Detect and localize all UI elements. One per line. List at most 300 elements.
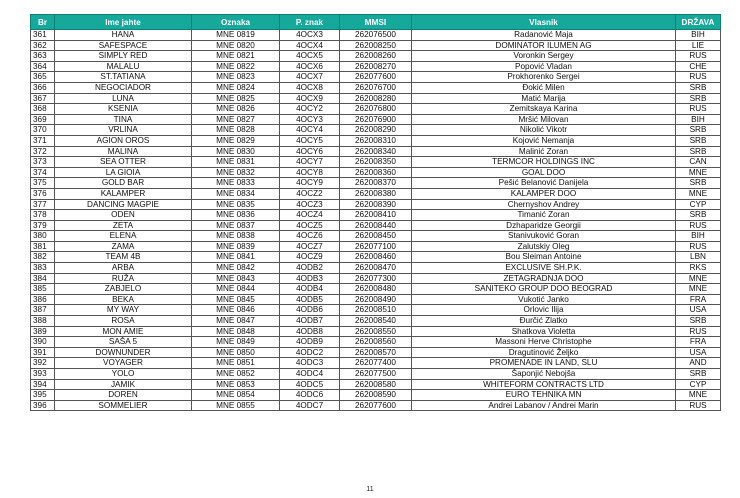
cell-br: 381 (31, 241, 55, 252)
cell-vlasnik: Mršić Milovan (412, 114, 676, 125)
cell-p-znak: 4ODB3 (280, 273, 340, 284)
cell-oznaka: MNE 0828 (192, 125, 280, 136)
cell-p-znak: 4OCY6 (280, 146, 340, 157)
table-row (31, 199, 721, 210)
cell-ime-jahte: VRLINA (55, 125, 192, 136)
cell-ime-jahte: DOREN (55, 390, 192, 401)
cell-oznaka: MNE 0847 (192, 316, 280, 327)
cell-vlasnik: Zemitskaya Karina (412, 104, 676, 115)
cell-br: 371 (31, 135, 55, 146)
column-header-p-znak: P. znak (280, 15, 340, 30)
cell-oznaka: MNE 0844 (192, 284, 280, 295)
cell-br: 383 (31, 263, 55, 274)
cell-drzava: SRB (676, 82, 721, 93)
cell-drzava: SRB (676, 146, 721, 157)
cell-mmsi: 262076500 (340, 30, 412, 41)
cell-br: 368 (31, 104, 55, 115)
cell-oznaka: MNE 0826 (192, 104, 280, 115)
cell-ime-jahte: ZAMA (55, 241, 192, 252)
table-row (31, 72, 721, 83)
cell-mmsi: 262076700 (340, 82, 412, 93)
cell-mmsi: 262077100 (340, 241, 412, 252)
cell-mmsi: 262008570 (340, 347, 412, 358)
table-row (31, 210, 721, 221)
cell-p-znak: 4OCY9 (280, 178, 340, 189)
cell-br: 386 (31, 294, 55, 305)
cell-p-znak: 4ODC2 (280, 347, 340, 358)
cell-p-znak: 4OCX9 (280, 93, 340, 104)
cell-ime-jahte: MY WAY (55, 305, 192, 316)
table-row (31, 284, 721, 295)
table-row (31, 326, 721, 337)
table-row (31, 231, 721, 242)
cell-drzava: CHE (676, 61, 721, 72)
cell-br: 379 (31, 220, 55, 231)
cell-ime-jahte: MON AMIE (55, 326, 192, 337)
table-row (31, 146, 721, 157)
cell-drzava: SRB (676, 178, 721, 189)
cell-mmsi: 262077400 (340, 358, 412, 369)
cell-vlasnik: Đurčić Zlatko (412, 316, 676, 327)
cell-drzava: RUS (676, 51, 721, 62)
cell-vlasnik: PROMENADE IN LAND, SLU (412, 358, 676, 369)
table-row (31, 82, 721, 93)
cell-ime-jahte: BEKA (55, 294, 192, 305)
cell-ime-jahte: ZABJELO (55, 284, 192, 295)
cell-br: 378 (31, 210, 55, 221)
page-number: 11 (366, 486, 374, 493)
cell-p-znak: 4ODB4 (280, 284, 340, 295)
table-row (31, 316, 721, 327)
column-header-oznaka: Oznaka (192, 15, 280, 30)
table-row (31, 135, 721, 146)
cell-br: 384 (31, 273, 55, 284)
cell-mmsi: 262008310 (340, 135, 412, 146)
cell-drzava: BIH (676, 114, 721, 125)
cell-oznaka: MNE 0838 (192, 231, 280, 242)
cell-drzava: CYP (676, 379, 721, 390)
table-row (31, 241, 721, 252)
cell-p-znak: 4ODC4 (280, 369, 340, 380)
cell-mmsi: 262008460 (340, 252, 412, 263)
cell-vlasnik: Matić Marija (412, 93, 676, 104)
cell-drzava: MNE (676, 284, 721, 295)
cell-oznaka: MNE 0839 (192, 241, 280, 252)
cell-mmsi: 262008250 (340, 40, 412, 51)
cell-ime-jahte: VOYAGER (55, 358, 192, 369)
cell-mmsi: 262077600 (340, 72, 412, 83)
column-header-ime-jahte: Ime jahte (55, 15, 192, 30)
cell-br: 390 (31, 337, 55, 348)
cell-vlasnik: Bou Sleiman Antoine (412, 252, 676, 263)
table-row (31, 390, 721, 401)
cell-vlasnik: Pešić Belanović Danijela (412, 178, 676, 189)
cell-mmsi: 262008440 (340, 220, 412, 231)
cell-oznaka: MNE 0854 (192, 390, 280, 401)
cell-drzava: SRB (676, 135, 721, 146)
cell-br: 364 (31, 61, 55, 72)
cell-p-znak: 4OCX7 (280, 72, 340, 83)
cell-vlasnik: Stanivuković Goran (412, 231, 676, 242)
cell-mmsi: 262008510 (340, 305, 412, 316)
cell-drzava: SRB (676, 125, 721, 136)
table-row (31, 305, 721, 316)
cell-p-znak: 4OCX3 (280, 30, 340, 41)
cell-mmsi: 262008580 (340, 379, 412, 390)
cell-mmsi: 262008350 (340, 157, 412, 168)
cell-oznaka: MNE 0855 (192, 400, 280, 411)
cell-br: 367 (31, 93, 55, 104)
cell-oznaka: MNE 0822 (192, 61, 280, 72)
table-row (31, 61, 721, 72)
cell-mmsi: 262008380 (340, 188, 412, 199)
cell-drzava: SRB (676, 369, 721, 380)
cell-ime-jahte: JAMIK (55, 379, 192, 390)
cell-vlasnik: Đokić Milen (412, 82, 676, 93)
cell-drzava: RKS (676, 263, 721, 274)
cell-mmsi: 262008340 (340, 146, 412, 157)
cell-oznaka: MNE 0821 (192, 51, 280, 62)
cell-br: 387 (31, 305, 55, 316)
cell-p-znak: 4OCZ9 (280, 252, 340, 263)
cell-drzava: RUS (676, 72, 721, 83)
cell-p-znak: 4ODC7 (280, 400, 340, 411)
cell-oznaka: MNE 0853 (192, 379, 280, 390)
cell-ime-jahte: SEA OTTER (55, 157, 192, 168)
cell-p-znak: 4OCY3 (280, 114, 340, 125)
column-header-drzava: DRŽAVA (676, 15, 721, 30)
cell-br: 372 (31, 146, 55, 157)
table-row (31, 400, 721, 411)
cell-p-znak: 4ODB5 (280, 294, 340, 305)
cell-oznaka: MNE 0823 (192, 72, 280, 83)
table-row (31, 369, 721, 380)
cell-br: 373 (31, 157, 55, 168)
cell-vlasnik: Popović Vladan (412, 61, 676, 72)
cell-vlasnik: EXCLUSIVE SH.P.K. (412, 263, 676, 274)
cell-oznaka: MNE 0830 (192, 146, 280, 157)
cell-br: 393 (31, 369, 55, 380)
cell-p-znak: 4OCX5 (280, 51, 340, 62)
cell-ime-jahte: ARBA (55, 263, 192, 274)
cell-p-znak: 4ODB2 (280, 263, 340, 274)
cell-oznaka: MNE 0845 (192, 294, 280, 305)
table-row (31, 157, 721, 168)
cell-mmsi: 262008560 (340, 337, 412, 348)
cell-vlasnik: Šaponjić Nebojša (412, 369, 676, 380)
cell-oznaka: MNE 0842 (192, 263, 280, 274)
table-row (31, 114, 721, 125)
cell-drzava: MNE (676, 167, 721, 178)
cell-vlasnik: Orlovic Ilija (412, 305, 676, 316)
cell-mmsi: 262008480 (340, 284, 412, 295)
cell-vlasnik: Radanović Maja (412, 30, 676, 41)
cell-drzava: CYP (676, 199, 721, 210)
cell-drzava: RUS (676, 104, 721, 115)
cell-p-znak: 4OCZ4 (280, 210, 340, 221)
cell-drzava: FRA (676, 337, 721, 348)
cell-vlasnik: Dragutinović Željko (412, 347, 676, 358)
table-row (31, 93, 721, 104)
cell-br: 389 (31, 326, 55, 337)
cell-p-znak: 4ODB9 (280, 337, 340, 348)
cell-br: 380 (31, 231, 55, 242)
table-row (31, 125, 721, 136)
cell-ime-jahte: NEGOCIADOR (55, 82, 192, 93)
cell-oznaka: MNE 0835 (192, 199, 280, 210)
column-header-br: Br (31, 15, 55, 30)
cell-ime-jahte: MALALU (55, 61, 192, 72)
cell-vlasnik: TERMCOR HOLDINGS INC (412, 157, 676, 168)
cell-mmsi: 262008470 (340, 263, 412, 274)
cell-drzava: LIE (676, 40, 721, 51)
cell-oznaka: MNE 0833 (192, 178, 280, 189)
table-row (31, 252, 721, 263)
cell-oznaka: MNE 0831 (192, 157, 280, 168)
cell-ime-jahte: ROSA (55, 316, 192, 327)
cell-vlasnik: Chernyshov Andrey (412, 199, 676, 210)
cell-ime-jahte: YOLO (55, 369, 192, 380)
table-row (31, 188, 721, 199)
cell-br: 366 (31, 82, 55, 93)
cell-vlasnik: EURO TEHNIKA MN (412, 390, 676, 401)
table-row (31, 294, 721, 305)
cell-ime-jahte: GOLD BAR (55, 178, 192, 189)
cell-oznaka: MNE 0851 (192, 358, 280, 369)
cell-ime-jahte: ZETA (55, 220, 192, 231)
cell-br: 375 (31, 178, 55, 189)
cell-ime-jahte: AGION OROS (55, 135, 192, 146)
cell-vlasnik: ZETAGRADNJA DOO (412, 273, 676, 284)
cell-oznaka: MNE 0827 (192, 114, 280, 125)
registry-sheet (30, 14, 720, 411)
cell-vlasnik: Zalutskiy Oleg (412, 241, 676, 252)
cell-ime-jahte: DANCING MAGPIE (55, 199, 192, 210)
cell-ime-jahte: ODEN (55, 210, 192, 221)
cell-mmsi: 262008450 (340, 231, 412, 242)
cell-drzava: MNE (676, 273, 721, 284)
table-row (31, 104, 721, 115)
cell-ime-jahte: DOWNUNDER (55, 347, 192, 358)
table-row (31, 263, 721, 274)
cell-drzava: USA (676, 305, 721, 316)
cell-oznaka: MNE 0848 (192, 326, 280, 337)
cell-mmsi: 262008260 (340, 51, 412, 62)
cell-br: 361 (31, 30, 55, 41)
cell-br: 374 (31, 167, 55, 178)
cell-ime-jahte: MALINA (55, 146, 192, 157)
cell-drzava: BIH (676, 30, 721, 41)
cell-drzava: FRA (676, 294, 721, 305)
cell-ime-jahte: TEAM 4B (55, 252, 192, 263)
cell-mmsi: 262008370 (340, 178, 412, 189)
cell-p-znak: 4ODC6 (280, 390, 340, 401)
cell-mmsi: 262077500 (340, 369, 412, 380)
cell-ime-jahte: ELENA (55, 231, 192, 242)
cell-ime-jahte: LUNA (55, 93, 192, 104)
cell-vlasnik: Massoni Herve Christophe (412, 337, 676, 348)
cell-vlasnik: Kojović Nemanja (412, 135, 676, 146)
cell-ime-jahte: SAFESPACE (55, 40, 192, 51)
cell-p-znak: 4OCY7 (280, 157, 340, 168)
cell-mmsi: 262008550 (340, 326, 412, 337)
table-body (31, 30, 721, 411)
cell-ime-jahte: ST.TATIANA (55, 72, 192, 83)
cell-vlasnik: Vukotić Janko (412, 294, 676, 305)
cell-vlasnik: KALAMPER DOO (412, 188, 676, 199)
cell-p-znak: 4OCX6 (280, 61, 340, 72)
cell-oznaka: MNE 0843 (192, 273, 280, 284)
cell-p-znak: 4OCX8 (280, 82, 340, 93)
cell-oznaka: MNE 0852 (192, 369, 280, 380)
cell-oznaka: MNE 0849 (192, 337, 280, 348)
cell-drzava: AND (676, 358, 721, 369)
cell-br: 396 (31, 400, 55, 411)
cell-oznaka: MNE 0850 (192, 347, 280, 358)
cell-oznaka: MNE 0820 (192, 40, 280, 51)
cell-br: 377 (31, 199, 55, 210)
cell-p-znak: 4ODB8 (280, 326, 340, 337)
cell-drzava: SRB (676, 93, 721, 104)
cell-vlasnik: Andrei Labanov / Andrei Marin (412, 400, 676, 411)
cell-oznaka: MNE 0832 (192, 167, 280, 178)
cell-p-znak: 4ODB7 (280, 316, 340, 327)
cell-oznaka: MNE 0841 (192, 252, 280, 263)
yacht-registry-table (30, 14, 721, 411)
cell-br: 363 (31, 51, 55, 62)
cell-vlasnik: DOMINATOR ILUMEN AG (412, 40, 676, 51)
cell-vlasnik: Shatkova Violetta (412, 326, 676, 337)
cell-vlasnik: WHITEFORM CONTRACTS LTD (412, 379, 676, 390)
cell-ime-jahte: SAŠA 5 (55, 337, 192, 348)
cell-drzava: RUS (676, 241, 721, 252)
cell-mmsi: 262008290 (340, 125, 412, 136)
cell-vlasnik: Malinić Zoran (412, 146, 676, 157)
cell-vlasnik: SANITEKO GROUP DOO BEOGRAD (412, 284, 676, 295)
cell-mmsi: 262008590 (340, 390, 412, 401)
cell-ime-jahte: HANA (55, 30, 192, 41)
cell-p-znak: 4ODC5 (280, 379, 340, 390)
table-row (31, 178, 721, 189)
cell-ime-jahte: LA GIOIA (55, 167, 192, 178)
cell-br: 376 (31, 188, 55, 199)
cell-drzava: LBN (676, 252, 721, 263)
cell-mmsi: 262008410 (340, 210, 412, 221)
cell-p-znak: 4ODB6 (280, 305, 340, 316)
cell-drzava: RUS (676, 400, 721, 411)
cell-ime-jahte: KALAMPER (55, 188, 192, 199)
cell-p-znak: 4OCY5 (280, 135, 340, 146)
cell-br: 391 (31, 347, 55, 358)
cell-br: 394 (31, 379, 55, 390)
cell-mmsi: 262008490 (340, 294, 412, 305)
cell-vlasnik: Timanić Zoran (412, 210, 676, 221)
cell-br: 370 (31, 125, 55, 136)
cell-vlasnik: Voronkin Sergey (412, 51, 676, 62)
cell-p-znak: 4ODC3 (280, 358, 340, 369)
table-row (31, 30, 721, 41)
cell-br: 395 (31, 390, 55, 401)
table-row (31, 40, 721, 51)
cell-p-znak: 4OCZ5 (280, 220, 340, 231)
cell-br: 388 (31, 316, 55, 327)
cell-drzava: MNE (676, 188, 721, 199)
cell-mmsi: 262008390 (340, 199, 412, 210)
cell-mmsi: 262076800 (340, 104, 412, 115)
cell-drzava: RUS (676, 220, 721, 231)
cell-br: 369 (31, 114, 55, 125)
cell-drzava: BIH (676, 231, 721, 242)
cell-oznaka: MNE 0819 (192, 30, 280, 41)
cell-vlasnik: Prokhorenko Sergei (412, 72, 676, 83)
cell-ime-jahte: SOMMELIER (55, 400, 192, 411)
cell-oznaka: MNE 0836 (192, 210, 280, 221)
table-row (31, 337, 721, 348)
table-row (31, 379, 721, 390)
cell-mmsi: 262077300 (340, 273, 412, 284)
table-row (31, 167, 721, 178)
column-header-vlasnik: Vlasnik (412, 15, 676, 30)
cell-oznaka: MNE 0825 (192, 93, 280, 104)
cell-p-znak: 4OCX4 (280, 40, 340, 51)
table-header-row (31, 15, 721, 30)
cell-ime-jahte: RUŽA (55, 273, 192, 284)
table-row (31, 51, 721, 62)
cell-br: 392 (31, 358, 55, 369)
cell-br: 365 (31, 72, 55, 83)
cell-vlasnik: Dzhaparidze Georgii (412, 220, 676, 231)
cell-mmsi: 262008280 (340, 93, 412, 104)
cell-p-znak: 4OCZ2 (280, 188, 340, 199)
cell-ime-jahte: KSENIA (55, 104, 192, 115)
cell-p-znak: 4OCZ7 (280, 241, 340, 252)
cell-p-znak: 4OCY4 (280, 125, 340, 136)
cell-mmsi: 262008360 (340, 167, 412, 178)
cell-vlasnik: Nikolić Vikotr (412, 125, 676, 136)
table-row (31, 220, 721, 231)
cell-oznaka: MNE 0837 (192, 220, 280, 231)
cell-p-znak: 4OCY2 (280, 104, 340, 115)
cell-ime-jahte: TINA (55, 114, 192, 125)
cell-oznaka: MNE 0846 (192, 305, 280, 316)
table-row (31, 273, 721, 284)
cell-drzava: RUS (676, 326, 721, 337)
cell-drzava: SRB (676, 210, 721, 221)
cell-mmsi: 262077600 (340, 400, 412, 411)
cell-mmsi: 262008270 (340, 61, 412, 72)
table-row (31, 358, 721, 369)
cell-br: 362 (31, 40, 55, 51)
cell-p-znak: 4OCZ3 (280, 199, 340, 210)
cell-vlasnik: GOAL DOO (412, 167, 676, 178)
cell-drzava: MNE (676, 390, 721, 401)
cell-oznaka: MNE 0829 (192, 135, 280, 146)
cell-drzava: CAN (676, 157, 721, 168)
cell-oznaka: MNE 0834 (192, 188, 280, 199)
cell-ime-jahte: SIMPLY RED (55, 51, 192, 62)
column-header-mmsi: MMSI (340, 15, 412, 30)
cell-p-znak: 4OCY8 (280, 167, 340, 178)
cell-drzava: USA (676, 347, 721, 358)
cell-mmsi: 262076900 (340, 114, 412, 125)
cell-drzava: SRB (676, 316, 721, 327)
cell-br: 382 (31, 252, 55, 263)
cell-br: 385 (31, 284, 55, 295)
cell-mmsi: 262008540 (340, 316, 412, 327)
cell-oznaka: MNE 0824 (192, 82, 280, 93)
cell-p-znak: 4OCZ6 (280, 231, 340, 242)
table-row (31, 347, 721, 358)
